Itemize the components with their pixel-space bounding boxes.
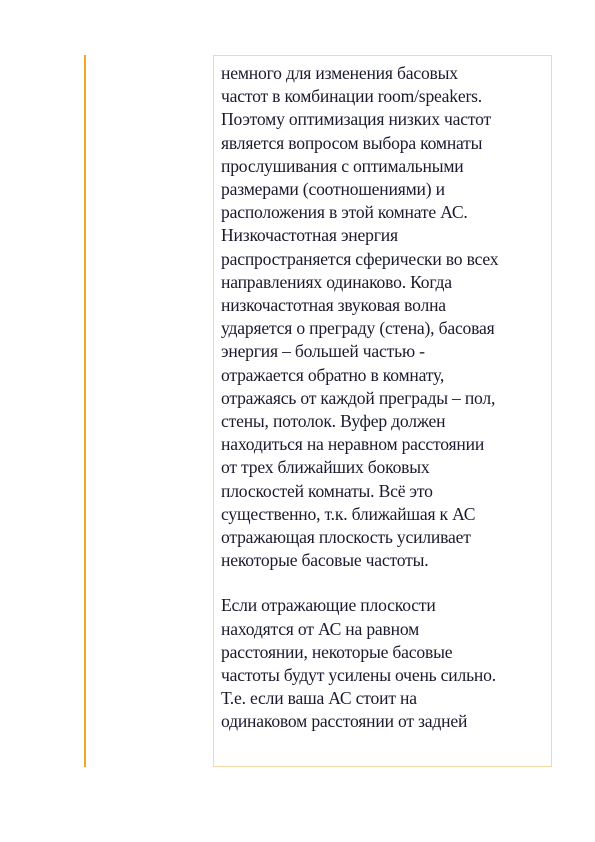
- paragraph-bass-optimization: немного для изменения басовых частот в комбинации room/speakers. Поэтому оптимизация низких частот является вопросом выбора комнаты прослушивания с оптимальными размерами (соотношениями) и расположения в этой комнате АС. Низкочастотная энергия распространяется сферически во всех направлениях одинаково. Когда низкочастотная звуковая волна ударяется о преграду (стена), басовая энергия – большей частью - отражается обратно в комнату, отражаясь от каждой преграды – пол, стены, потолок. Вуфер должен находиться на неравном расстоянии от трех ближайших боковых плоскостей комнаты. Всё это существенно, т.к. ближайшая к АС отражающая плоскость усиливает некоторые басовые частоты.: [221, 63, 499, 571]
- text-frame: [213, 55, 552, 767]
- accent-vertical-line: [84, 55, 86, 767]
- paragraph-reflecting-planes: Если отражающие плоскости находятся от АС на равном расстоянии, некоторые басовые частоты будут усилены очень сильно. Т.е. если ваша АС стоит на одинаковом расстоянии от задней: [221, 595, 496, 732]
